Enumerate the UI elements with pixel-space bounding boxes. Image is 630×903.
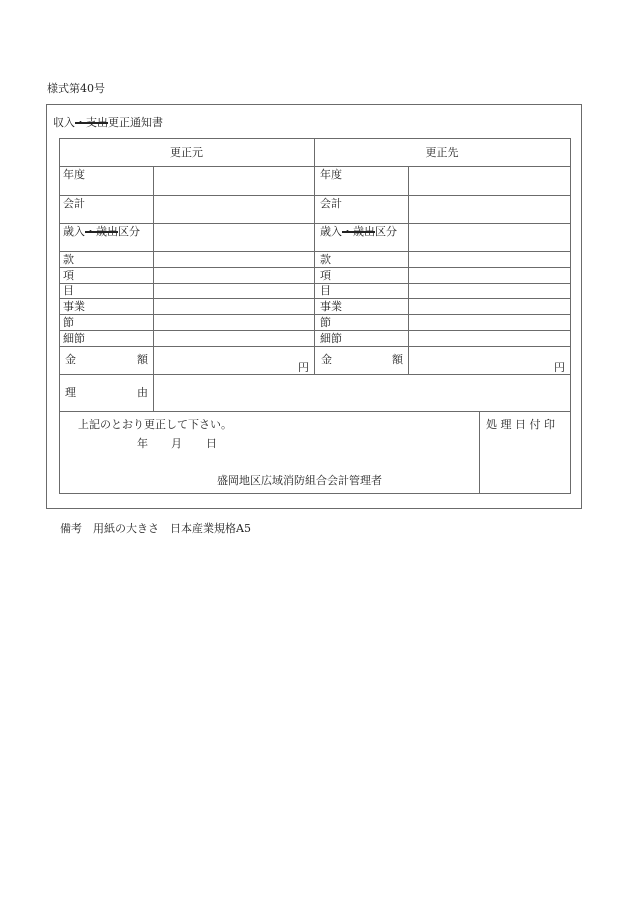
row-divider [59,251,571,252]
row-divider [59,267,571,268]
table-bottom-border [59,493,571,494]
form-title [53,114,163,130]
row-divider [59,283,571,284]
label-account: 会計 [63,197,85,210]
stamp-label: 処 理 日 付 印 [486,418,555,431]
date-month: 月 [171,437,182,450]
label-kan: 款 [63,253,74,266]
label-saisetsu-after: 細節 [320,332,342,345]
title-suffix: 更正通知書 [108,116,163,129]
header-after: 更正先 [425,146,459,159]
col-divider [408,166,409,374]
label-kou: 項 [63,269,74,282]
label-reason-yu: 由 [137,386,148,399]
row-divider [59,314,571,315]
row-divider [59,223,571,224]
stamp-col-divider [479,411,480,493]
signer-name: 盛岡地区広域消防組合会計管理者 [217,474,382,487]
yen-unit-before: 円 [298,361,309,374]
label-setsu: 節 [63,316,74,329]
date-day: 日 [206,437,217,450]
row-divider [59,330,571,331]
table-left-border [59,138,60,494]
row-divider [59,346,571,347]
form-number: 様式第40号 [47,82,105,95]
row-divider [59,166,571,167]
row-divider [59,195,571,196]
label-moku-after: 目 [320,284,331,297]
label-amount-kin-after: 金 [321,353,332,366]
label-amount-gaku-after: 額 [392,353,403,366]
label-fiscal-year-after: 年度 [320,168,342,181]
label-fiscal-year: 年度 [63,168,85,181]
table-top-border [59,138,571,139]
label-amount-kin: 金 [65,353,76,366]
label-division-after: 歳入・歳出区分 [320,225,397,238]
label-saisetsu: 細節 [63,332,85,345]
col-divider-middle [314,138,315,374]
row-divider [59,374,571,375]
title-prefix: 収入 [53,116,75,129]
label-setsu-after: 節 [320,316,331,329]
label-project-after: 事業 [320,300,342,313]
label-reason-ri: 理 [65,386,76,399]
title-struck: ・支出 [75,116,108,129]
label-moku: 目 [63,284,74,297]
label-division: 歳入・歳出区分 [63,225,140,238]
request-text: 上記のとおり更正して下さい。 [78,418,232,431]
label-kou-after: 項 [320,269,331,282]
header-before: 更正元 [170,146,203,159]
remark: 備考 用紙の大きさ 日本産業規格A5 [60,522,251,535]
row-divider [59,298,571,299]
label-project: 事業 [63,300,85,313]
yen-unit-after: 円 [554,361,565,374]
label-kan-after: 款 [320,253,331,266]
col-divider [153,166,154,411]
label-account-after: 会計 [320,197,342,210]
date-year: 年 [137,437,148,450]
label-amount-gaku: 額 [137,353,148,366]
row-divider [59,411,571,412]
table-right-border [570,138,571,494]
